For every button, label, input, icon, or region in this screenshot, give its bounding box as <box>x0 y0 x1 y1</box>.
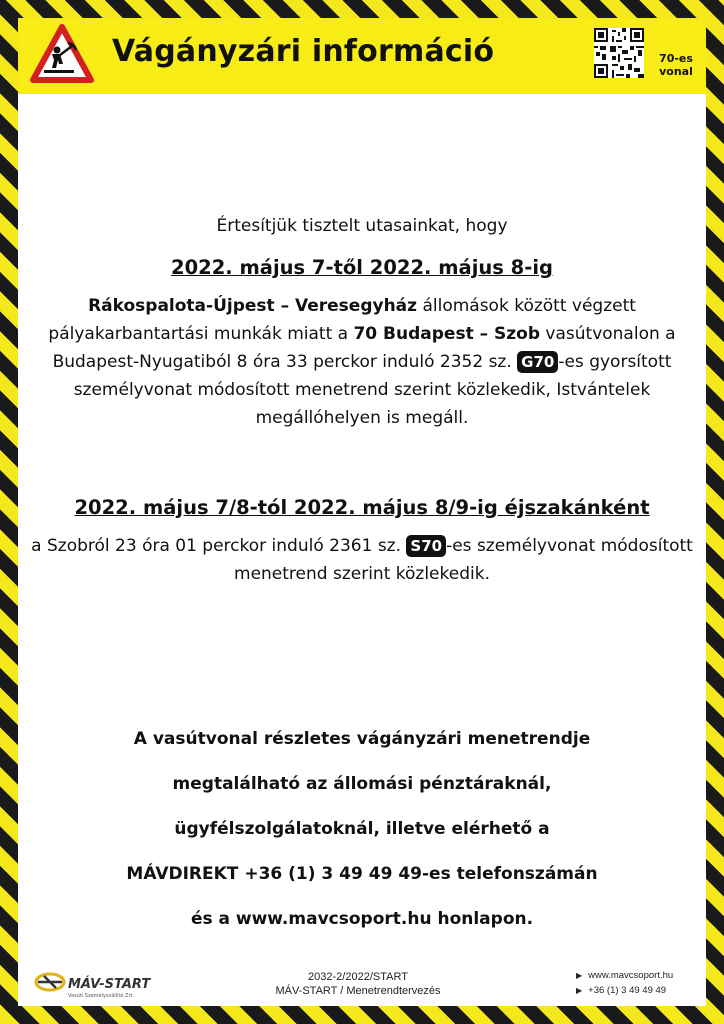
svg-text:MÁV-START: MÁV-START <box>68 977 151 992</box>
svg-text:Vasúti Személyszállító Zrt.: Vasúti Személyszállító Zrt. <box>68 993 135 999</box>
qr-code[interactable] <box>594 28 644 78</box>
website-link[interactable]: www.mavcsoport.hu <box>588 970 674 981</box>
mav-start-logo <box>32 966 152 1006</box>
info-line: A vasútvonal részletes vágányzári menetrendje <box>133 729 591 749</box>
info-block <box>30 717 694 942</box>
page-title: Vágányzári információ <box>112 34 495 69</box>
notice-1-body: Rákospalota-Újpest – Veresegyház állomások között végzett pályakarbantartási munkák miatt a 70 Budapest – Szob vasútvonalon a Budapest-Nyugatiból 8 óra 33 perckor induló 2352 sz. G70 -es gyorsított személyvonat módosított menetrend szerint közlekedik, Istvántelek megállóhelyen is megáll. <box>48 296 676 428</box>
train-category-badge: S70 <box>406 535 446 557</box>
info-line: és a www.mavcsoport.hu honlapon. <box>190 909 534 929</box>
phone-number[interactable]: +36 (1) 3 49 49 49 <box>588 985 667 996</box>
train-category-badge: G70 <box>517 351 558 373</box>
arrow-right-icon: ▶ <box>576 971 583 980</box>
notice-2-body: a Szobról 23 óra 01 perckor induló 2361 sz. S70 -es személyvonat módosított menetrend szerint közlekedik. <box>31 536 693 584</box>
route-name: Rákospalota-Újpest – Veresegyház <box>88 296 418 316</box>
info-line: ügyfélszolgálatoknál, illetve elérhető a <box>174 819 550 839</box>
intro-text: Értesítjük tisztelt utasainkat, hogy <box>216 216 508 236</box>
arrow-right-icon: ▶ <box>576 986 583 995</box>
document-code: 2032-2/2022/START MÁV-START / Menetrendtervezés <box>275 971 441 997</box>
footer-strip <box>18 962 706 1006</box>
contact-info <box>576 968 704 998</box>
railway-line-name: 70 Budapest – Szob <box>353 324 541 344</box>
period-1-heading: 2022. május 7-től 2022. május 8-ig <box>171 256 553 279</box>
track-work-warning-icon <box>30 24 94 84</box>
period-2-heading: 2022. május 7/8-tól 2022. május 8/9-ig éjszakánként <box>74 496 650 519</box>
info-line: MÁVDIREKT +36 (1) 3 49 49 49-es telefonszámán <box>126 864 598 884</box>
line-number-label: 70-es vonal <box>659 52 693 78</box>
info-line: megtalálható az állomási pénztáraknál, <box>172 774 552 794</box>
